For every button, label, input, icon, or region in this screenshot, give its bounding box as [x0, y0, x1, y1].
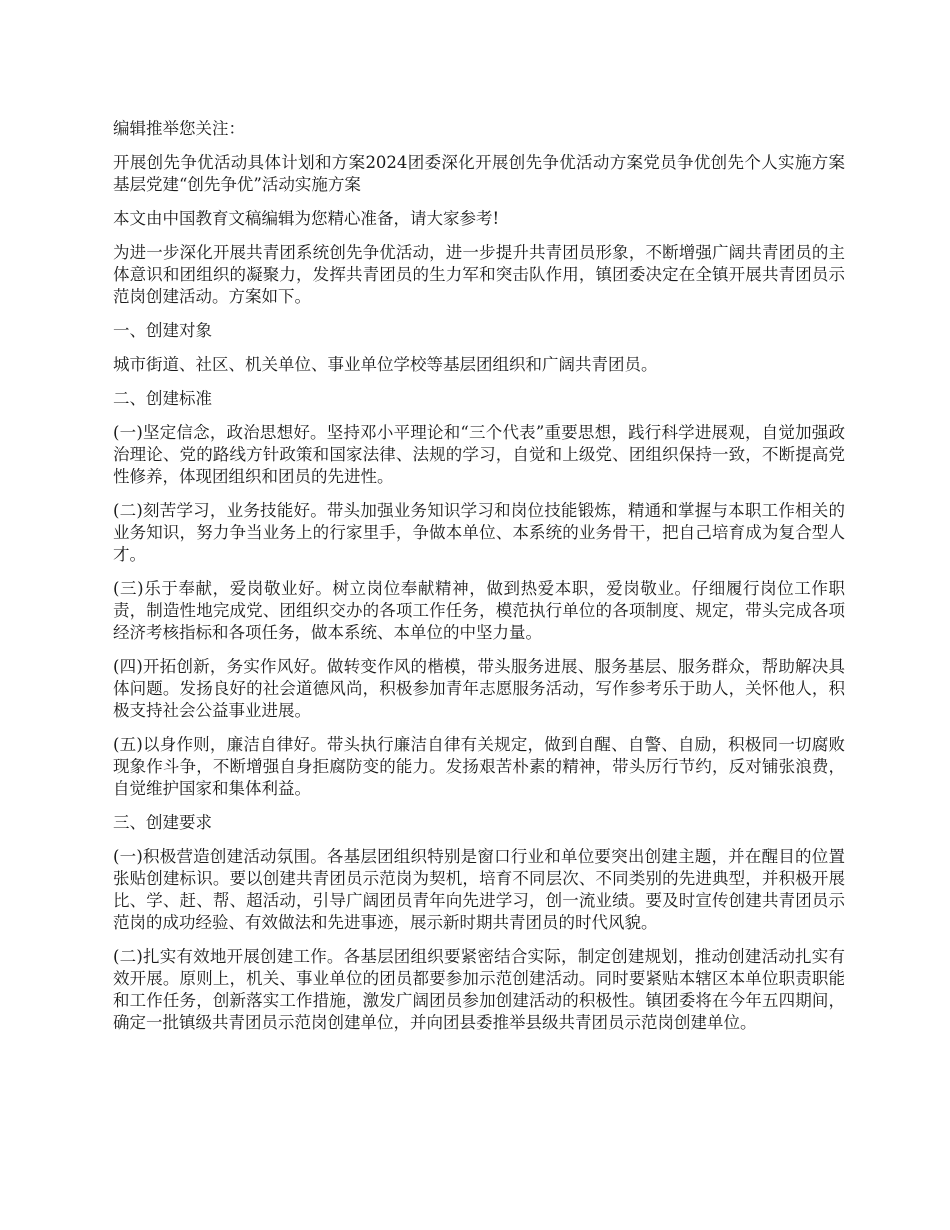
section-2-item-4: (四)开拓创新，务实作风好。做转变作风的楷模，带头服务进展、服务基层、服务群众，帮助解决具体问题。发扬良好的社会道德风尚，积极参加青年志愿服务活动，写作参考乐于助人，关怀他人，积极支持社会公益事业进展。	[113, 657, 845, 720]
section-2-item-2: (二)刻苦学习，业务技能好。带头加强业务知识学习和岗位技能锻炼，精通和掌握与本职工作相关的业务知识，努力争当业务上的行家里手，争做本单位、本系统的业务骨干，把自己培育成为复合型人才。	[113, 501, 845, 564]
section-2-item-3: (三)乐于奉献，爱岗敬业好。树立岗位奉献精神，做到热爱本职，爱岗敬业。仔细履行岗位工作职责，制造性地完成党、团组织交办的各项工作任务，模范执行单位的各项制度、规定，带头完成各项经济考核指标和各项任务，做本系统、本单位的中坚力量。	[113, 579, 845, 642]
section-3-item-2: (二)扎实有效地开展创建工作。各基层团组织要紧密结合实际，制定创建规划，推动创建活动扎实有效开展。原则上，机关、事业单位的团员都要参加示范创建活动。同时要紧贴本辖区本单位职责职能和工作任务，创新落实工作措施，激发广阔团员参加创建活动的积极性。镇团委将在今年五四期间，确定一批镇级共青团员示范岗创建单位，并向团县委推举县级共青团员示范岗创建单位。	[113, 947, 845, 1032]
related-articles: 开展创先争优活动具体计划和方案2024团委深化开展创先争优活动方案党员争优创先个人实施方案基层党建“创先争优”活动实施方案	[113, 153, 845, 194]
section-3-item-1: (一)积极营造创建活动氛围。各基层团组织特别是窗口行业和单位要突出创建主题，并在醒目的位置张贴创建标识。要以创建共青团员示范岗为契机，培育不同层次、不同类别的先进典型，并积极开展比、学、赶、帮、超活动，引导广阔团员青年向先进学习，创一流业绩。要及时宣传创建共青团员示范岗的成功经验、有效做法和先进事迹，展示新时期共青团员的时代风貌。	[113, 847, 845, 932]
document-body	[113, 118, 845, 1046]
section-heading-3: 三、创建要求	[113, 813, 212, 832]
section-2-item-5: (五)以身作则，廉洁自律好。带头执行廉洁自律有关规定，做到自醒、自警、自励，积极同一切腐败现象作斗争，不断增强自身拒腐防变的能力。发扬艰苦朴素的精神，带头厉行节约，反对铺张浪费，自觉维护国家和集体利益。	[113, 735, 845, 798]
source-note: 本文由中国教育文稿编辑为您精心准备，请大家参考!	[113, 209, 500, 228]
section-heading-1: 一、创建对象	[113, 321, 212, 340]
section-2-item-1: (一)坚定信念，政治思想好。坚持邓小平理论和“三个代表”重要思想，践行科学进展观，自觉加强政治理论、党的路线方针政策和国家法律、法规的学习，自觉和上级党、团组织保持一致，不断提高党性修养，体现团组织和团员的先进性。	[113, 423, 845, 486]
intro-line: 编辑推举您关注：	[113, 119, 245, 138]
section-heading-2: 二、创建标准	[113, 389, 212, 408]
section-1-body: 城市街道、社区、机关单位、事业单位学校等基层团组织和广阔共青团员。	[113, 355, 658, 374]
lead-paragraph: 为进一步深化开展共青团系统创先争优活动，进一步提升共青团员形象，不断增强广阔共青团员的主体意识和团组织的凝聚力，发挥共青团员的生力军和突击队作用，镇团委决定在全镇开展共青团员示范岗创建活动。方案如下。	[113, 243, 845, 306]
